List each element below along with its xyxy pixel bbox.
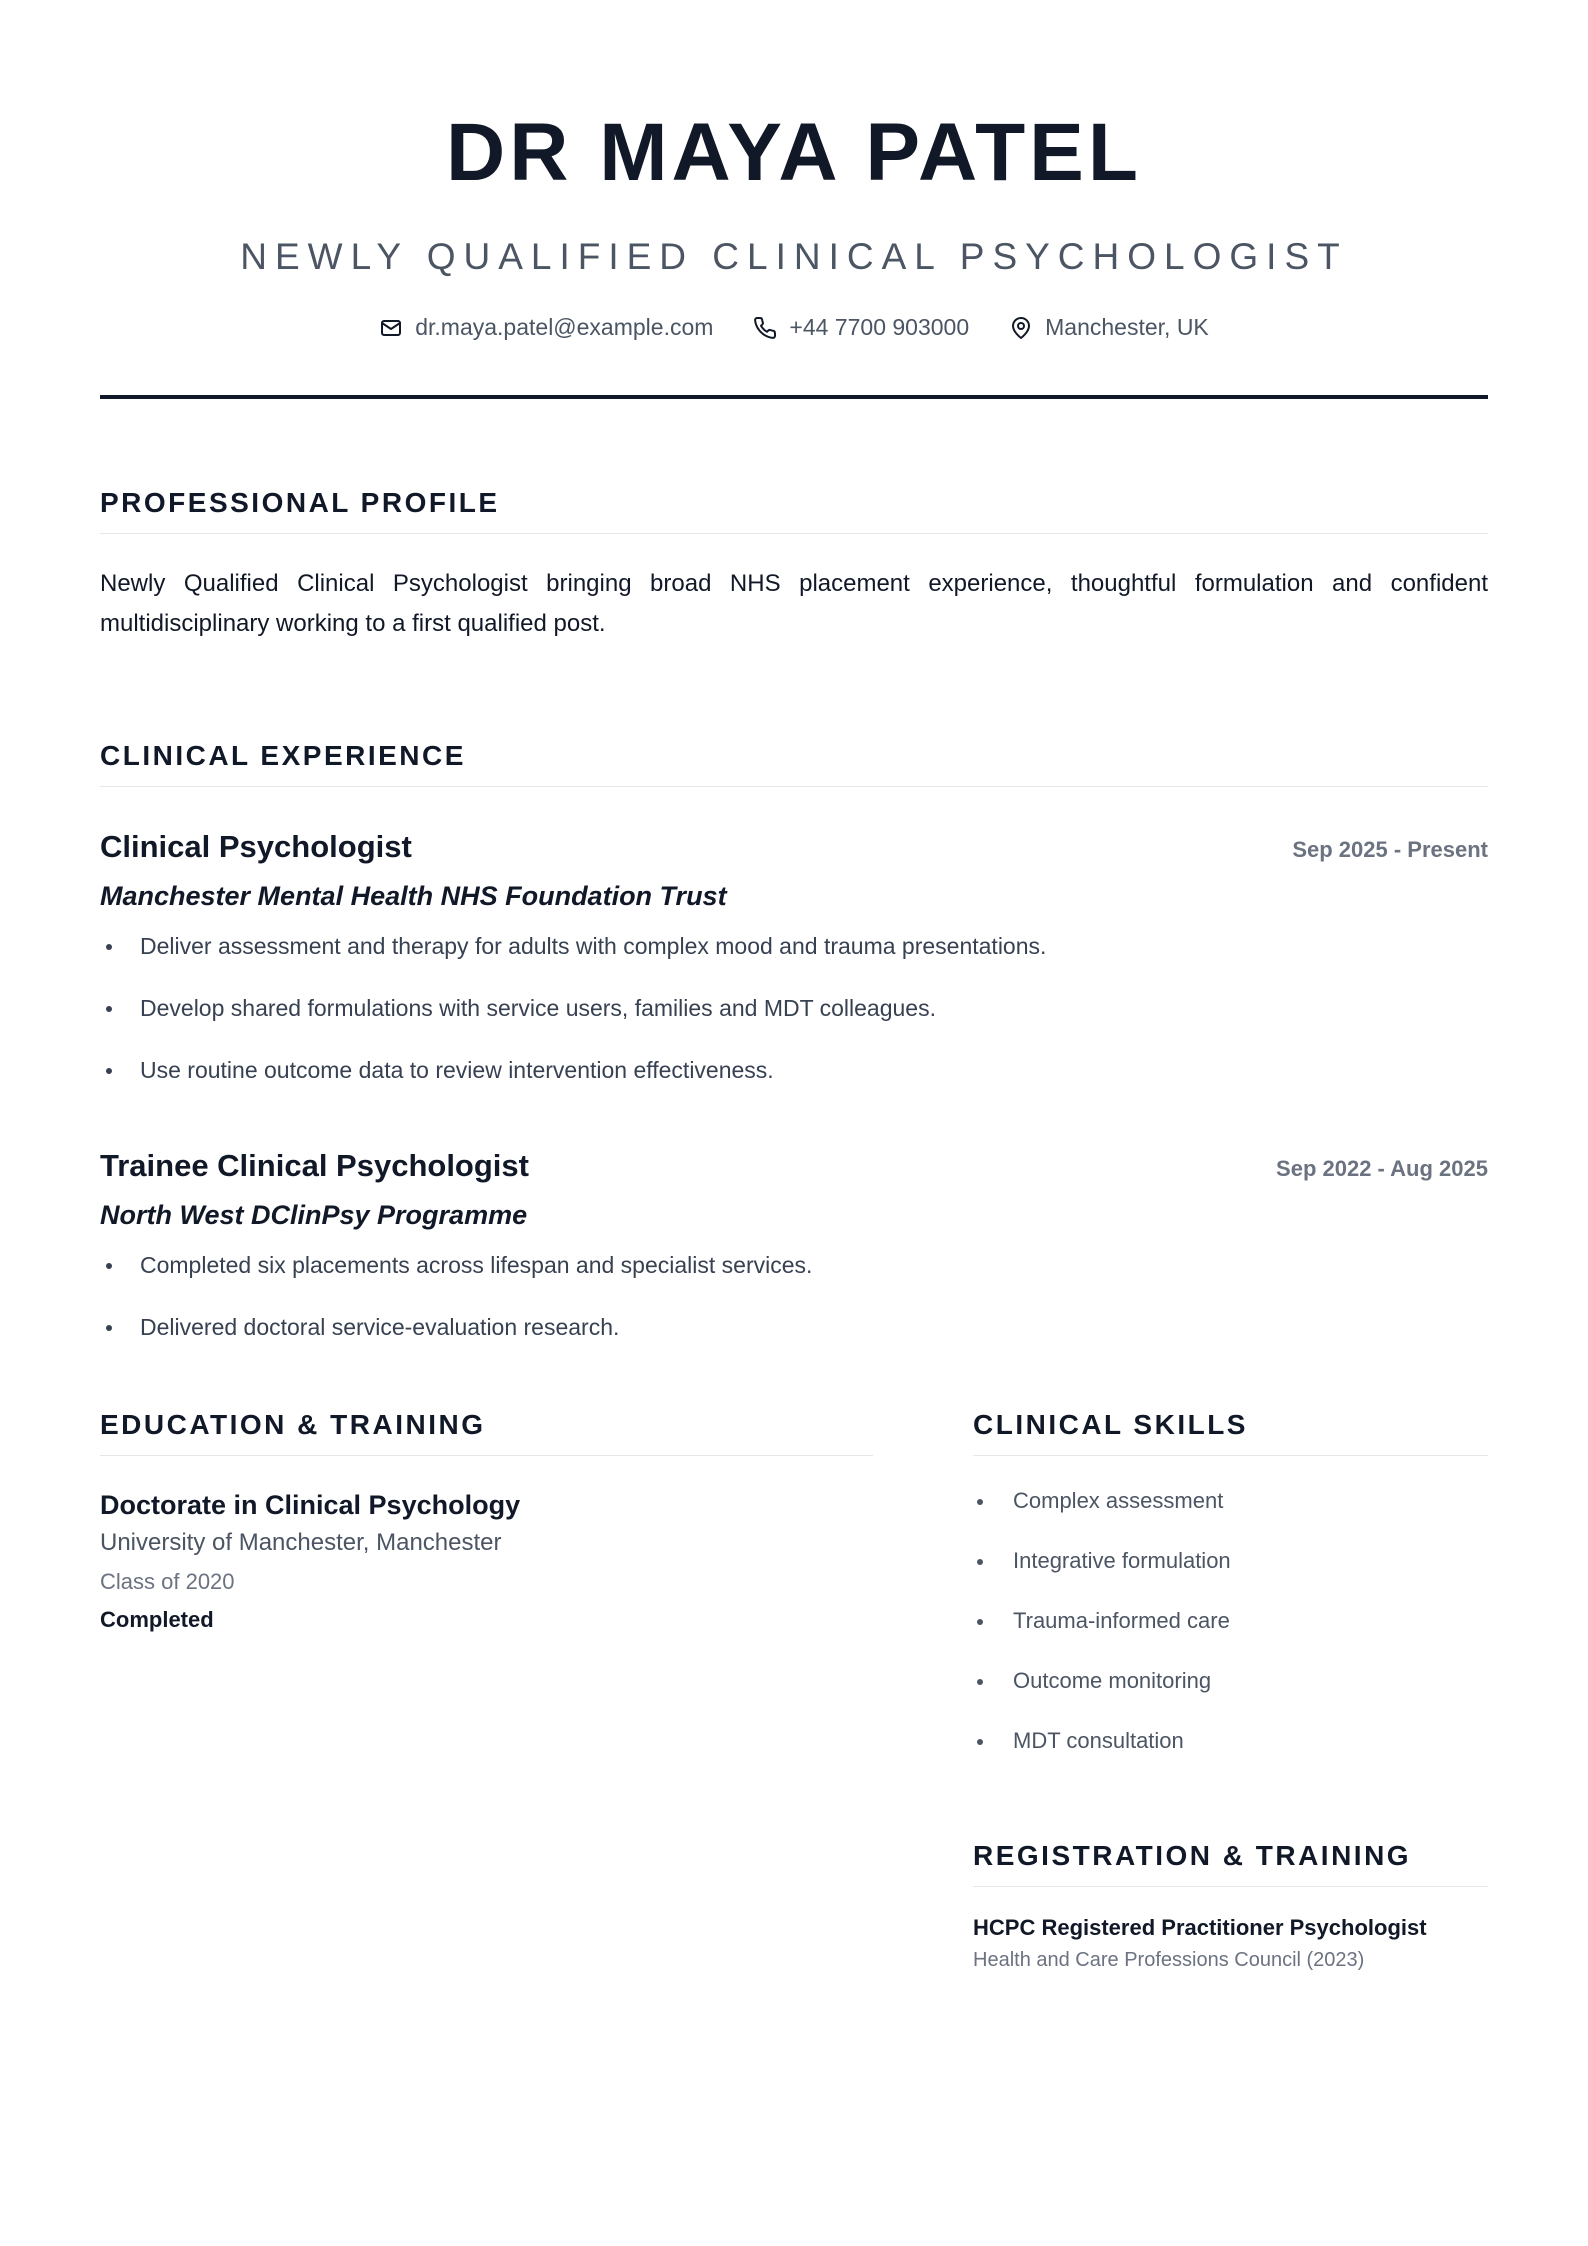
- job-bullet: Delivered doctoral service-evaluation research.: [100, 1311, 1488, 1343]
- contact-location-text: Manchester, UK: [1045, 314, 1209, 341]
- job-dates: Sep 2022 - Aug 2025: [1276, 1156, 1488, 1182]
- contact-location: [1009, 314, 1209, 341]
- skill-item: MDT consultation: [973, 1726, 1488, 1756]
- contact-email-text: dr.maya.patel@example.com: [415, 314, 714, 341]
- skill-item: Outcome monitoring: [973, 1666, 1488, 1696]
- contact-phone[interactable]: [753, 314, 969, 341]
- job-header: [100, 829, 1488, 865]
- contact-bar: [100, 314, 1488, 341]
- skill-item: Trauma-informed care: [973, 1606, 1488, 1636]
- experience-section: [100, 740, 1488, 1343]
- job-bullet: Use routine outcome data to review intervention effectiveness.: [100, 1054, 1488, 1086]
- job-bullet: Develop shared formulations with service users, families and MDT colleagues.: [100, 992, 1488, 1024]
- education-heading: EDUCATION & TRAINING: [100, 1409, 873, 1456]
- mail-icon: [379, 316, 403, 340]
- job-entry: [100, 829, 1488, 1086]
- job-dates: Sep 2025 - Present: [1292, 837, 1488, 863]
- candidate-name: DR MAYA PATEL: [446, 107, 1142, 198]
- job-bullet: Completed six placements across lifespan and specialist services.: [100, 1249, 1488, 1281]
- phone-icon: [753, 316, 777, 340]
- job-bullets: [100, 1249, 1488, 1343]
- job-header: [100, 1148, 1488, 1184]
- contact-phone-text: +44 7700 903000: [789, 314, 970, 341]
- registration-section: [973, 1840, 1488, 1972]
- job-bullets: [100, 930, 1488, 1086]
- education-school: University of Manchester, Manchester: [100, 1529, 502, 1557]
- resume-header: [100, 0, 1488, 399]
- job-entry: [100, 1148, 1488, 1343]
- header-divider: [100, 395, 1488, 399]
- education-class: Class of 2020: [100, 1569, 235, 1595]
- profile-summary: Newly Qualified Clinical Psychologist bringing broad NHS placement experience, thoughtful formulation and confident multidisciplinary working to a first qualified post.: [100, 570, 1488, 638]
- registration-body: Health and Care Professions Council (2023): [973, 1949, 1365, 1972]
- education-status: Completed: [100, 1607, 214, 1633]
- candidate-headline: NEWLY QUALIFIED CLINICAL PSYCHOLOGIST: [240, 236, 1348, 278]
- skill-item: Complex assessment: [973, 1486, 1488, 1516]
- profile-heading: PROFESSIONAL PROFILE: [100, 487, 1488, 534]
- registration-heading: REGISTRATION & TRAINING: [973, 1840, 1488, 1887]
- job-title: Clinical Psychologist: [100, 829, 412, 865]
- job-bullet: Deliver assessment and therapy for adults with complex mood and trauma presentations.: [100, 930, 1488, 962]
- education-degree: Doctorate in Clinical Psychology: [100, 1490, 521, 1521]
- right-column: [973, 1409, 1488, 1972]
- experience-heading: CLINICAL EXPERIENCE: [100, 740, 1488, 787]
- two-column-area: [100, 1409, 1488, 1972]
- registration-title: HCPC Registered Practitioner Psychologist: [973, 1915, 1427, 1941]
- education-section: [100, 1409, 873, 1633]
- location-pin-icon: [1009, 316, 1033, 340]
- left-column: [100, 1409, 873, 1972]
- job-title: Trainee Clinical Psychologist: [100, 1148, 529, 1184]
- education-entry: [100, 1490, 873, 1633]
- skills-heading: CLINICAL SKILLS: [973, 1409, 1488, 1456]
- skills-list: [973, 1486, 1488, 1756]
- contact-email[interactable]: [379, 314, 713, 341]
- skill-item: Integrative formulation: [973, 1546, 1488, 1576]
- job-organisation: Manchester Mental Health NHS Foundation Trust: [100, 881, 727, 912]
- skills-section: [973, 1409, 1488, 1756]
- job-organisation: North West DClinPsy Programme: [100, 1200, 528, 1231]
- profile-section: [100, 487, 1488, 644]
